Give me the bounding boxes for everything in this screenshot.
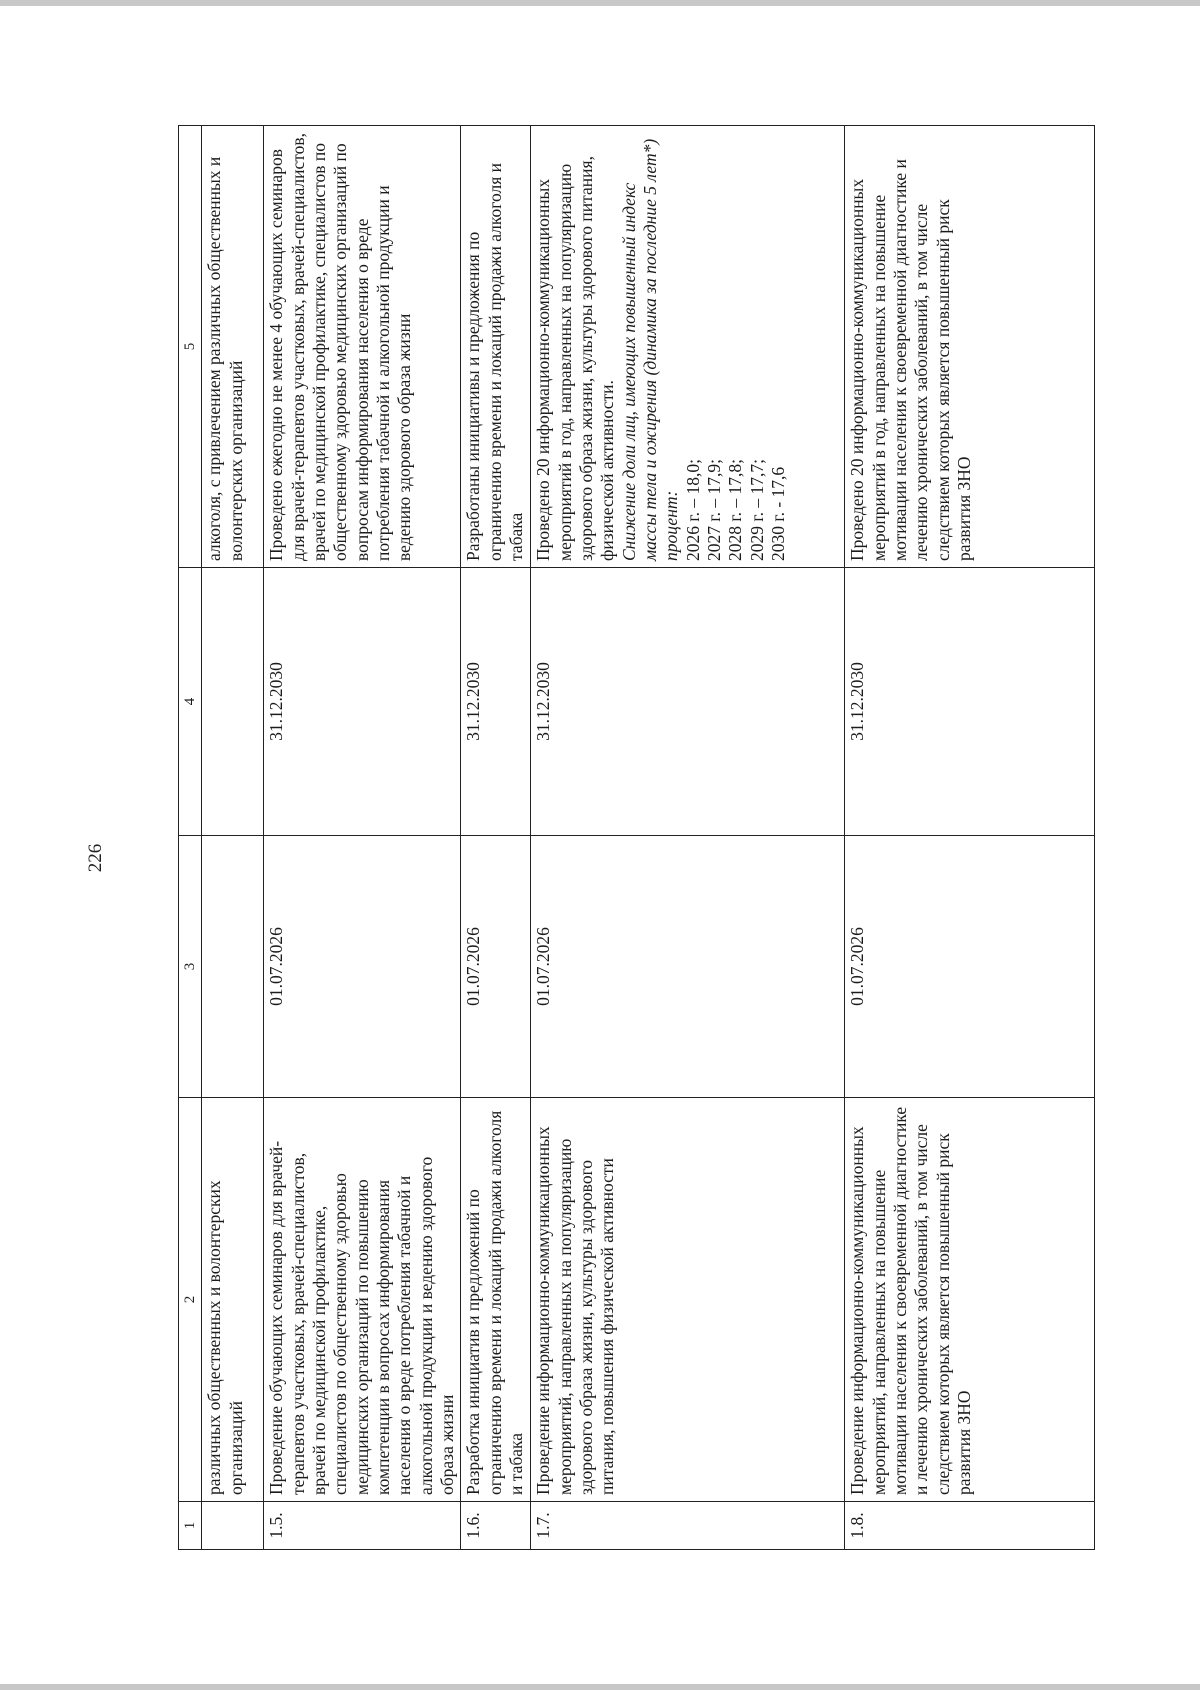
- result-year-value: 2030 г. - 17,6: [768, 466, 789, 561]
- row-number: 1.8.: [845, 1502, 1095, 1550]
- end-date-cell: 31.12.2030: [461, 568, 531, 836]
- row-number: [202, 1502, 264, 1550]
- result-year-value: 2029 г. – 17,7;: [746, 459, 767, 561]
- table-row: [461, 126, 531, 1550]
- result-year-value: 2028 г. – 17,8;: [725, 459, 746, 561]
- column-header: 1: [179, 1502, 202, 1550]
- result-cell: [531, 126, 845, 568]
- start-date-cell: 01.07.2026: [461, 836, 531, 1098]
- event-cell: Разработка инициатив и предложений по ограничению времени и локаций продажи алкоголя и табака: [461, 1098, 531, 1502]
- event-cell: Проведение обучающих семинаров для врачей-терапевтов участковых, врачей-специалистов, врачей по медицинской профилактике, специалистов по общественному здоровью медицинских организаций по повышению компетенции в вопросах информирования населения о вреде потребления табачной и алкогольной продукции и ведению здорового образа жизни: [264, 1098, 461, 1502]
- end-date-cell: 31.12.2030: [531, 568, 845, 836]
- result-year-value: 2026 г. – 18,0;: [682, 459, 703, 561]
- column-header: 4: [179, 568, 202, 836]
- end-date-cell: 31.12.2030: [845, 568, 1095, 836]
- start-date-cell: 01.07.2026: [531, 836, 845, 1098]
- end-date-cell: [202, 568, 264, 836]
- column-header: 2: [179, 1098, 202, 1502]
- action-plan-table: [178, 125, 1095, 1550]
- table-row: [845, 126, 1095, 1550]
- start-date-cell: [202, 836, 264, 1098]
- event-cell: Проведение информационно-коммуникационных мероприятий, направленных на повышение мотивации населения к своевременной диагностике и лечению хронических заболеваний, в том числе следствием которых является повышенный риск развития ЗНО: [845, 1098, 1095, 1502]
- result-year-value: 2027 г. – 17,9;: [704, 459, 725, 561]
- page-number-text: 226: [85, 843, 106, 873]
- result-cell: Разработаны инициативы и предложения по ограничению времени и локаций продажи алкоголя и табака: [461, 126, 531, 568]
- start-date-cell: 01.07.2026: [845, 836, 1095, 1098]
- row-number: 1.7.: [531, 1502, 845, 1550]
- result-cell: Проведено 20 информационно-коммуникационных мероприятий в год, направленных на повышение мотивации населения к своевременной диагностике и лечению хронических заболеваний, в том числе следствием которых является повышенный риск развития ЗНО: [845, 126, 1095, 568]
- rotated-table-container: [178, 126, 1080, 1550]
- column-header: 5: [179, 126, 202, 568]
- result-text: Проведено 20 информационно-коммуникационных мероприятий в год, направленных на популяризацию здорового образа жизни, культуры здорового питания, физической активности.: [533, 156, 618, 561]
- event-cell: различных общественных и волонтерских организаций: [202, 1098, 264, 1502]
- table-row: [531, 126, 845, 1550]
- row-number: 1.5.: [264, 1502, 461, 1550]
- row-number: 1.6.: [461, 1502, 531, 1550]
- result-italic-text: Снижение доли лиц, имеющих повышенный индекс массы тела и ожирения (динамика за последние 5 лет*) процент:: [618, 138, 682, 561]
- table-header-row: [179, 126, 202, 1550]
- result-cell: алкоголя, с привлечением различных общественных и волонтерских организаций: [202, 126, 264, 568]
- table-row: [264, 126, 461, 1550]
- start-date-cell: 01.07.2026: [264, 836, 461, 1098]
- scan-edge-top: [0, 0, 1200, 6]
- event-cell: Проведение информационно-коммуникационных мероприятий, направленных на популяризацию здорового образа жизни, культуры здорового питания, повышения физической активности: [531, 1098, 845, 1502]
- scan-edge-bottom: [0, 1684, 1200, 1690]
- page-number: [85, 843, 106, 873]
- table-row: [202, 126, 264, 1550]
- result-cell: Проведено ежегодно не менее 4 обучающих семинаров для врачей-терапевтов участковых, врачей-специалистов, врачей по медицинской профилактике, специалистов по общественному здоровью медицинских организаций по вопросам информирования населения о вреде потребления табачной и алкогольной продукции и ведению здорового образа жизни: [264, 126, 461, 568]
- end-date-cell: 31.12.2030: [264, 568, 461, 836]
- column-header: 3: [179, 836, 202, 1098]
